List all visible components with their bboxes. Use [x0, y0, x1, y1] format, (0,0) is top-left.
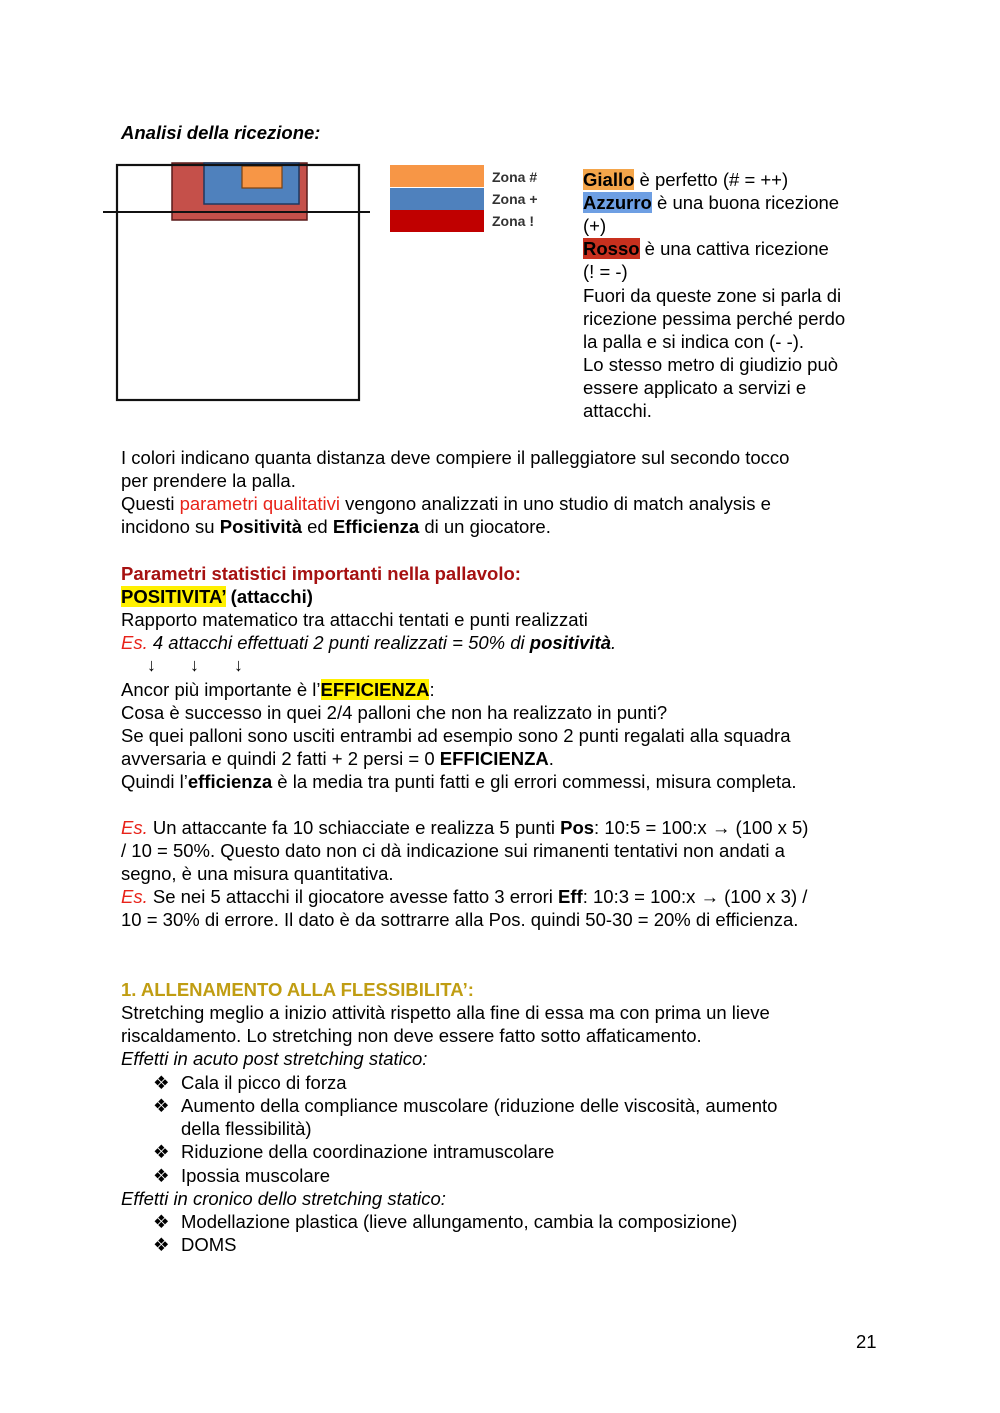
right-line-11: attacchi. — [583, 400, 652, 421]
legend-label-hash: Zona # — [492, 169, 538, 185]
diamond-bullet-icon: ❖ — [153, 1165, 170, 1186]
para1-parametri-qualitativi: parametri qualitativi — [179, 493, 341, 514]
acute-item-2-text: Aumento della compliance muscolare (riduzione delle viscosità, aumento — [181, 1095, 778, 1116]
down-arrow-1: ↓ — [147, 655, 156, 675]
params-line-2 — [121, 631, 616, 654]
params-positivita-bold: positività — [529, 632, 611, 653]
example-pos: Pos — [560, 817, 595, 838]
params-l3c: : — [429, 679, 435, 700]
right-line-7: ricezione pessima perché perdo — [583, 308, 846, 329]
example-l4b: Se nei 5 attacchi il giocatore avesse fatto 3 errori — [147, 886, 559, 907]
chronic-heading: Effetti in cronico dello stretching statico: — [121, 1188, 446, 1209]
diamond-bullet-icon: ❖ — [153, 1095, 170, 1116]
para1-line-4 — [121, 515, 551, 538]
highlight-rosso: Rosso — [583, 238, 640, 259]
legend-label-excl: Zona ! — [492, 213, 534, 229]
params-line-1: Rapporto matematico tra attacchi tentati e punti realizzati — [121, 609, 588, 630]
params-l2b: 4 attacchi effettuati 2 punti realizzati = 50% di — [147, 632, 530, 653]
diamond-bullet-icon: ❖ — [153, 1141, 170, 1162]
params-line-6 — [121, 747, 554, 770]
acute-item-4-text: Ipossia muscolare — [181, 1165, 331, 1186]
chronic-item-2-text: DOMS — [181, 1234, 237, 1255]
highlight-azzurro: Azzurro — [583, 192, 652, 213]
diamond-bullet-icon: ❖ — [153, 1234, 170, 1255]
para1-l4c: ed — [301, 516, 333, 537]
flex-line-2: riscaldamento. Lo stretching non deve essere fatto sotto affaticamento. — [121, 1025, 702, 1046]
example-l1b: Un attaccante fa 10 schiacciate e realizza 5 punti — [147, 817, 561, 838]
params-l3a: Ancor più importante è l’ — [121, 679, 321, 700]
right-line-10: essere applicato a servizi e — [583, 377, 807, 398]
acute-item-3-text: Riduzione della coordinazione intramuscolare — [181, 1141, 555, 1162]
efficienza-highlight: EFFICIENZA — [320, 679, 430, 700]
section-heading-ricezione: Analisi della ricezione: — [121, 122, 321, 143]
right-line-9: Lo stesso metro di giudizio può — [583, 354, 839, 375]
example-eff: Eff — [558, 886, 583, 907]
example-es-2: Es. — [121, 886, 148, 907]
params-l7a: Quindi l’ — [121, 771, 188, 792]
para1-line-3 — [121, 492, 771, 515]
page-number: 21 — [856, 1331, 877, 1352]
params-efficienza-word: efficienza — [187, 771, 273, 792]
right-line-6: Fuori da queste zone si parla di — [583, 285, 842, 306]
example-es-1: Es. — [121, 817, 148, 838]
params-l7c: è la media tra punti fatti e gli errori commessi, misura completa. — [272, 771, 797, 792]
para1-positivita: Positività — [219, 516, 302, 537]
diamond-bullet-icon: ❖ — [153, 1072, 170, 1093]
flex-line-1: Stretching meglio a inizio attività rispetto alla fine di essa ma con prima un lieve — [121, 1002, 770, 1023]
positivita-heading — [121, 585, 313, 608]
params-l6a: avversaria e quindi 2 fatti + 2 persi = 0 — [121, 748, 440, 769]
para1-l3c: vengono analizzati in uno studio di match analysis e — [340, 493, 771, 514]
right-line-4-text: è una cattiva ricezione — [639, 238, 829, 259]
chronic-item-1-text: Modellazione plastica (lieve allungamento, cambia la composizione) — [181, 1211, 738, 1232]
right-line-1 — [583, 168, 788, 191]
down-arrow-3: ↓ — [234, 655, 243, 675]
params-line-5: Se quei palloni sono usciti entrambi ad esempio sono 2 punti regalati alla squadra — [121, 725, 791, 746]
legend-red-swatch — [390, 210, 484, 232]
example-line-3: segno, è una misura quantitativa. — [121, 863, 394, 884]
acute-item-1-text: Cala il picco di forza — [181, 1072, 347, 1093]
highlight-giallo: Giallo — [583, 169, 635, 190]
para1-l3a: Questi — [121, 493, 180, 514]
positivita-rest: (attacchi) — [225, 586, 313, 607]
right-line-4 — [583, 237, 829, 260]
example-l1d: : 10:5 = 100:x → (100 x 5) — [594, 817, 809, 838]
right-line-8: la palla e si indica con (- -). — [583, 331, 805, 352]
params-efficienza-bold: EFFICIENZA — [439, 748, 549, 769]
right-line-2-text: è una buona ricezione — [651, 192, 840, 213]
legend-label-plus: Zona + — [492, 191, 538, 207]
court-diagram — [100, 160, 372, 405]
params-line-7 — [121, 770, 797, 793]
flex-heading: 1. ALLENAMENTO ALLA FLESSIBILITA’: — [121, 979, 474, 1000]
legend-orange-swatch — [390, 165, 484, 187]
params-line-4: Cosa è successo in quei 2/4 palloni che non ha realizzato in punti? — [121, 702, 668, 723]
acute-heading: Effetti in acuto post stretching statico: — [121, 1048, 428, 1069]
para1-l4e: di un giocatore. — [419, 516, 551, 537]
params-l2d: . — [611, 632, 617, 653]
right-line-2 — [583, 191, 839, 214]
down-arrow-2: ↓ — [190, 655, 199, 675]
es-label: Es. — [121, 632, 148, 653]
example-l4d: : 10:3 = 100:x → (100 x 3) / — [582, 886, 808, 907]
example-line-5: 10 = 30% di errore. Il dato è da sottrarre alla Pos. quindi 50-30 = 20% di efficienza. — [121, 909, 799, 930]
example-line-2: / 10 = 50%. Questo dato non ci dà indicazione sui rimanenti tentativi non andati a — [121, 840, 785, 861]
example-line-1 — [121, 816, 808, 839]
para1-efficienza: Efficienza — [332, 516, 420, 537]
para1-line-2: per prendere la palla. — [121, 470, 296, 491]
para1-l4a: incidono su — [121, 516, 220, 537]
zone-orange — [242, 166, 282, 188]
example-line-4 — [121, 885, 807, 908]
acute-item-2-cont-text: della flessibilità) — [181, 1118, 312, 1139]
para1-line-1: I colori indicano quanta distanza deve compiere il palleggiatore sul secondo tocco — [121, 447, 790, 468]
params-heading: Parametri statistici importanti nella pallavolo: — [121, 563, 521, 584]
right-line-3: (+) — [583, 215, 607, 236]
right-line-5: (! = -) — [583, 261, 628, 282]
diamond-bullet-icon: ❖ — [153, 1211, 170, 1232]
params-l6c: . — [548, 748, 554, 769]
right-line-1-text: è perfetto (# = ++) — [634, 169, 789, 190]
params-line-3 — [121, 678, 435, 701]
legend-blue-swatch — [390, 188, 484, 210]
positivita-highlight: POSITIVITA’ — [121, 586, 226, 607]
